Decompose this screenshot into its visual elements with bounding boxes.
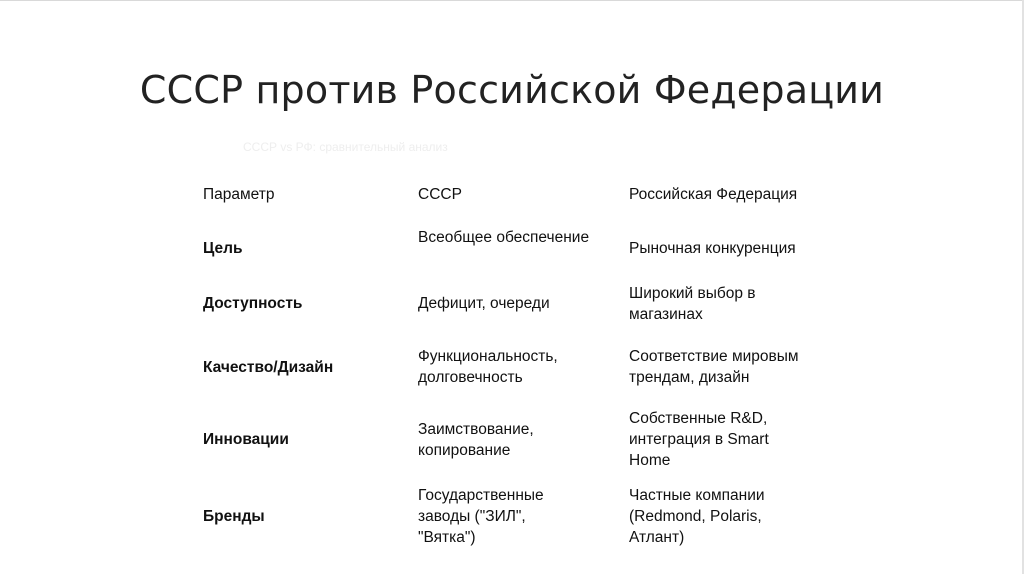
slide-title: СССР против Российской Федерации [139, 68, 885, 112]
table-row-rf: Собственные R&D, интеграция в Smart Home [629, 410, 769, 469]
table-row-ussr: Функциональность, долговечность [418, 348, 558, 386]
table-header-rf: Российская Федерация [629, 186, 798, 203]
table-row-ussr: Дефицит, очереди [418, 295, 550, 312]
table-row-ussr: Заимствование, копирование [418, 421, 534, 459]
table-row-rf: Частные компании (Redmond, Polaris, Атлант) [629, 487, 765, 546]
table-header-ussr: СССР [418, 186, 462, 203]
table-row-param: Доступность [203, 295, 303, 312]
table-row-param: Бренды [203, 508, 265, 525]
table-header-param: Параметр [203, 186, 275, 203]
table-row-ussr: Государственные заводы ("ЗИЛ", "Вятка") [418, 487, 544, 546]
slide-top-border [0, 0, 1024, 1]
table-row-param: Качество/Дизайн [203, 359, 334, 376]
table-row-rf: Соответствие мировым трендам, дизайн [629, 348, 799, 386]
table-row-rf: Широкий выбор в магазинах [629, 285, 756, 323]
table-row-param: Цель [203, 240, 243, 257]
table-row-ussr: Всеобщее обеспечение [418, 229, 590, 246]
table-row-rf: Рыночная конкуренция [629, 240, 796, 257]
table-row-param: Инновации [203, 431, 289, 448]
slide-faint-caption: СССР vs РФ: сравнительный анализ [243, 140, 448, 154]
